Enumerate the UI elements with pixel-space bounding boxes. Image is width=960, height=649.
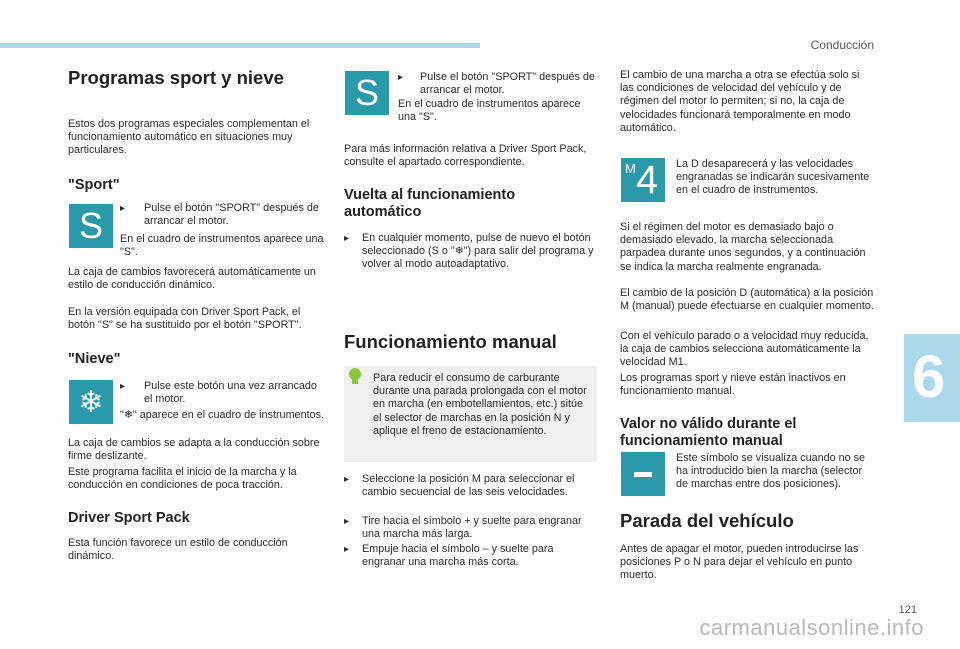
sport-version-note: En la versión equipada con Driver Sport Pack, el botón "S" se ha sustituido por el botón "SPORT". (68, 306, 302, 332)
title-vehicle-stop: Parada del vehículo (620, 510, 794, 531)
return-text: En cualquier momento, pulse de nuevo el botón seleccionado (S o "❄") para salir del programa y volver al modo autoadaptativo. (362, 232, 594, 271)
dsp-desc: Esta función favorece un estilo de conducción dinámico. (68, 537, 288, 563)
more-info-text: Para más información relativa a Driver Sport Pack, consulte el apartado correspondiente. (344, 143, 587, 169)
nieve-press-text: Pulse este botón una vez arrancado el motor. (144, 380, 317, 406)
snowflake-glyph: ❄ (78, 385, 104, 419)
nieve-desc2: Este programa facilita el inicio de la marcha y la conducción en condiciones de poca tracción. (68, 466, 297, 492)
bullet-arrow-icon: ▸ (344, 474, 350, 485)
inactive-text: Los programas sport y nieve están inactivos en funcionamiento manual. (620, 372, 846, 398)
lightbulb-icon (348, 368, 362, 386)
sport-s-icon (69, 204, 113, 248)
tip-text: Para reducir el consumo de carburante durante una parada prolongada con el motor en marcha (en embotellamientos, etc.) sitúe el selector de marchas en la posición N y aplique el freno de estacionamiento. (373, 372, 587, 437)
manual-step-1 (344, 473, 597, 499)
press-step (398, 71, 597, 97)
gear-4-digit: 4 (636, 158, 659, 202)
stop-text: Con el vehículo parado o a velocidad muy reducida, la caja de cambios selecciona automáticamente la velocidad M1. (620, 330, 869, 369)
heading-sport: "Sport" (68, 177, 120, 193)
shift-condition-text: El cambio de una marcha a otra se efectúa solo si las condiciones de velocidad del vehículo y de régimen del motor lo permiten; si no, la caja de velocidades funcionará temporalmente en modo automático. (620, 69, 860, 134)
regime-text: Si el régimen del motor es demasiado bajo o demasiado elevado, la marcha seleccionada parpadea durante unos segundos, y a continuación se indica la marcha realmente engranada. (620, 221, 866, 273)
gear-m4-icon (621, 158, 665, 202)
bullet-arrow-icon: ▸ (120, 203, 126, 214)
invalid-text: Este símbolo se visualiza cuando no se ha introducido bien la marcha (selector de marchas entre dos posiciones). (676, 452, 866, 491)
heading-return-auto: Vuelta al funcionamiento automático (344, 187, 516, 220)
sport-s-icon-2 (345, 71, 389, 115)
tip-note (344, 366, 597, 462)
header-accent-bar (0, 43, 480, 48)
d-disappear-text: La D desaparecerá y las velocidades engranadas se indicarán sucesivamente en el cuadro de instrumentos. (676, 158, 870, 197)
vehicle-stop-text: Antes de apagar el motor, pueden introducirse las posiciones P o N para dejar el vehículo en punto muerto. (620, 543, 859, 582)
title-manual: Funcionamiento manual (344, 331, 557, 352)
page-number: 121 (898, 604, 917, 616)
return-step (344, 232, 597, 272)
dash-glyph (634, 472, 652, 477)
manual-step-2-text: Tire hacia el símbolo + y suelte para engranar una marcha más larga. (362, 515, 582, 541)
sport-cluster-text: En el cuadro de instrumentos aparece una "S". (120, 233, 324, 259)
manual-step-2 (344, 515, 597, 541)
bullet-arrow-icon: ▸ (398, 72, 404, 83)
bullet-arrow-icon: ▸ (344, 544, 350, 555)
bullet-arrow-icon: ▸ (120, 381, 126, 392)
section-title: Conducción (810, 38, 874, 52)
sport-s-letter: S (78, 205, 103, 246)
nieve-press-step (120, 380, 326, 406)
cluster-text: En el cuadro de instrumentos aparece una "S". (398, 98, 581, 124)
sport-s-letter-2: S (354, 72, 379, 113)
invalid-dash-icon (621, 452, 665, 496)
intro-text: Estos dos programas especiales complementan el funcionamiento automático en situaciones muy particulares. (68, 118, 310, 157)
bullet-arrow-icon: ▸ (344, 516, 350, 527)
bullet-arrow-icon: ▸ (344, 233, 350, 244)
chapter-tab (904, 334, 960, 422)
manual-step-3 (344, 543, 597, 569)
sport-press-step (120, 202, 326, 228)
sport-desc: La caja de cambios favorecerá automáticamente un estilo de conducción dinámico. (68, 266, 316, 292)
press-text: Pulse el botón "SPORT" después de arrancar el motor. (420, 71, 595, 97)
heading-driver-sport-pack: Driver Sport Pack (68, 510, 190, 526)
title-sport-snow: Programas sport y nieve (68, 67, 284, 88)
heading-nieve: "Nieve" (68, 351, 121, 367)
watermark: carmanualsonline.info (699, 615, 924, 640)
d-to-m-text: El cambio de la posición D (automática) a la posición M (manual) puede efectuarse en cualquier momento. (620, 287, 874, 313)
chapter-number: 6 (912, 343, 946, 410)
snow-icon (69, 380, 113, 424)
nieve-desc1: La caja de cambios se adapta a la conducción sobre firme deslizante. (68, 437, 320, 463)
nieve-cluster-text: "❄" aparece en el cuadro de instrumentos. (120, 409, 324, 421)
heading-invalid-value: Valor no válido durante el funcionamiento manual (620, 416, 797, 449)
sport-press-text: Pulse el botón "SPORT" después de arrancar el motor. (144, 202, 319, 228)
gear-m-letter: M (625, 161, 636, 176)
manual-step-1-text: Seleccione la posición M para seleccionar el cambio secuencial de las seis velocidades. (362, 473, 575, 499)
manual-step-3-text: Empuje hacia el símbolo – y suelte para engranar una marcha más corta. (362, 543, 554, 569)
